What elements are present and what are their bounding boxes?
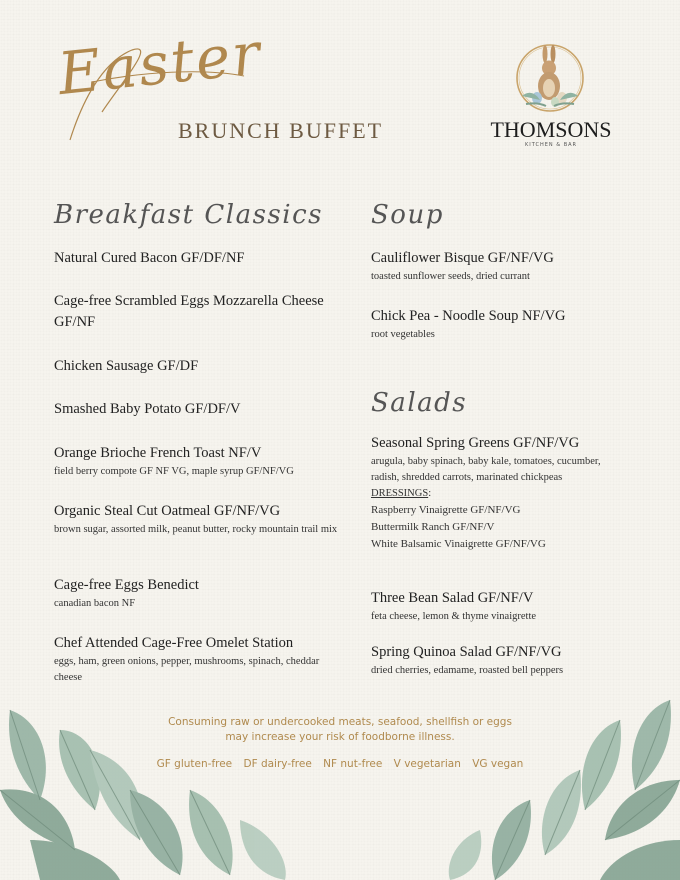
dressing-item: Raspberry Vinaigrette GF/NF/VG (371, 504, 521, 516)
item-name: Cauliflower Bisque GF/NF/VG (371, 250, 554, 266)
title-script: Easter (54, 19, 265, 108)
item-name: Spring Quinoa Salad GF/NF/VG (371, 644, 562, 660)
dietary-legend (120, 758, 560, 770)
menu-item (371, 306, 631, 343)
item-name: Seasonal Spring Greens GF/NF/VG (371, 435, 580, 451)
item-description: brown sugar, assorted milk, peanut butter, rocky mountain trail mix (54, 524, 338, 535)
menu-item: Seasonal Spring Greens GF/NF/VG arugula, baby spinach, baby kale, tomatoes, cucumber, radish, shredded carrots, marinated chickpeas DRESSINGS: Raspberry Vinaigrette GF/NF/VG Buttermilk Ranch GF/NF/V White Balsamic Vinaigrette GF/NF/VG (371, 433, 611, 553)
notice-line-1: Consuming raw or undercooked meats, seafood, shellfish or eggs (168, 716, 512, 728)
menu-item (54, 501, 344, 538)
item-name: Smashed Baby Potato GF/DF/V (54, 401, 241, 417)
legend-item: DF dairy-free (243, 758, 312, 770)
section-heading-salads: Salads (371, 388, 468, 418)
legend-item: GF gluten-free (156, 758, 233, 770)
item-name: Organic Steal Cut Oatmeal GF/NF/VG (54, 503, 281, 519)
item-description: root vegetables (371, 329, 435, 340)
menu-item (371, 248, 631, 285)
logo-name: THOMSONS (490, 117, 612, 142)
item-name: Natural Cured Bacon GF/DF/NF (54, 250, 245, 266)
menu-item (371, 588, 631, 625)
dressing-item: White Balsamic Vinaigrette GF/NF/VG (371, 538, 546, 550)
item-description: canadian bacon NF (54, 598, 136, 609)
menu-item (371, 642, 631, 679)
menu-item (54, 633, 344, 686)
item-name: Chef Attended Cage-Free Omelet Station (54, 635, 294, 651)
menu-item (54, 291, 324, 333)
notice-line-2: may increase your risk of foodborne illness. (225, 731, 455, 743)
legend-item: NF nut-free (323, 758, 383, 770)
menu-item (54, 575, 354, 612)
title-subtitle: BRUNCH BUFFET (178, 118, 384, 143)
item-name: Three Bean Salad GF/NF/V (371, 590, 534, 606)
item-name: Chick Pea - Noodle Soup NF/VG (371, 308, 566, 324)
logo-tagline: KITCHEN & BAR (524, 142, 578, 148)
menu-item (54, 399, 354, 420)
section-heading-soup: Soup (371, 200, 444, 230)
item-description: feta cheese, lemon & thyme vinaigrette (371, 611, 537, 622)
bunny-wreath-icon (510, 38, 590, 118)
menu-item (54, 443, 354, 480)
item-name: Cage-free Scrambled Eggs Mozzarella Cheese GF/NF (54, 293, 324, 330)
dressing-item: Buttermilk Ranch GF/NF/V (371, 521, 495, 533)
menu-item (54, 248, 354, 269)
item-description: dried cherries, edamame, roasted bell peppers (371, 665, 564, 676)
legend-item: VG vegan (472, 758, 524, 770)
dressings-heading: DRESSINGS (371, 488, 429, 499)
item-description: arugula, baby spinach, baby kale, tomatoes, cucumber, radish, shredded carrots, marinated chickpeas (371, 456, 601, 483)
section-heading-breakfast: Breakfast Classics (54, 200, 323, 230)
legend-item: V vegetarian (393, 758, 461, 770)
item-name: Cage-free Eggs Benedict (54, 577, 199, 593)
item-name: Chicken Sausage GF/DF (54, 358, 199, 374)
item-description: field berry compote GF NF VG, maple syrup GF/NF/VG (54, 466, 294, 477)
menu-item (54, 356, 354, 377)
item-description: eggs, ham, green onions, pepper, mushrooms, spinach, cheddar cheese (54, 656, 320, 683)
food-safety-notice (140, 715, 540, 745)
item-description: toasted sunflower seeds, dried currant (371, 271, 530, 282)
item-name: Orange Brioche French Toast NF/V (54, 445, 262, 461)
